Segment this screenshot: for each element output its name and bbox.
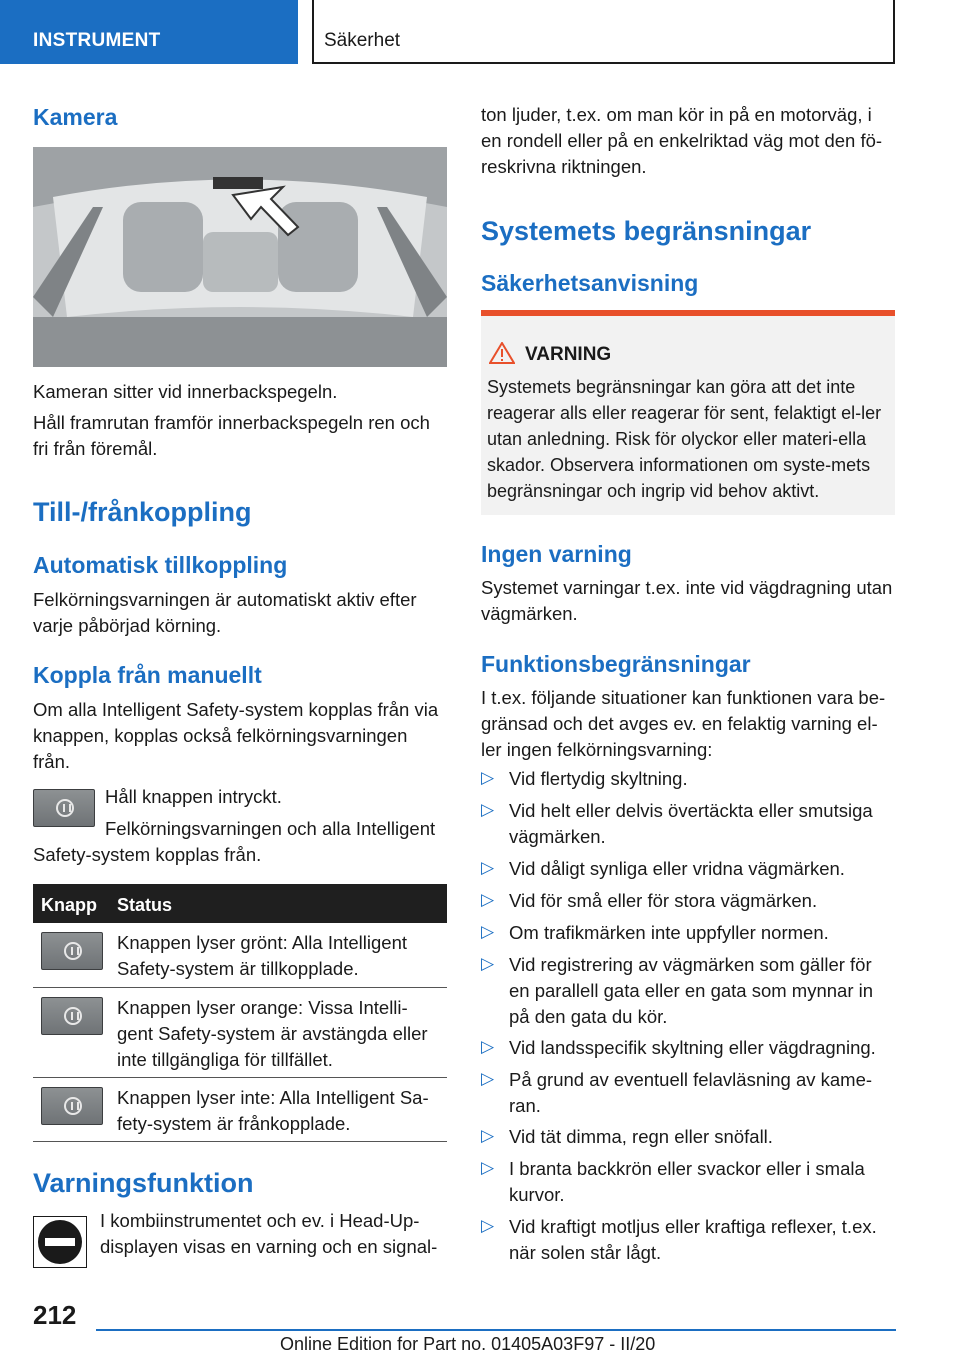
bullet-icon: ▷ — [481, 890, 495, 909]
page-title: Säkerhet — [324, 30, 401, 51]
table-row: Knappen lyser orange: Vissa Intelli-gent Safety-system är avstängda eller inte tillgängliga för tillfället. — [117, 997, 428, 1070]
list-item: Vid för små eller för stora vägmärken. — [509, 890, 818, 911]
no-entry-icon — [33, 1216, 87, 1268]
warning-box — [481, 310, 895, 515]
list-item: Vid dåligt synliga eller vridna vägmärken. — [509, 858, 845, 879]
col-knapp: Knapp — [41, 895, 97, 915]
list-item: Vid tät dimma, regn eller snöfall. — [509, 1126, 773, 1147]
bullet-icon: ▷ — [481, 1069, 495, 1088]
hold-text-1: Håll knappen intryckt. — [105, 786, 282, 807]
kamera-text-2: Håll framrutan framför innerbackspegeln ren och fri från föremål. — [33, 412, 430, 459]
hold-text-2b: Safety-system kopplas från. — [33, 844, 262, 865]
table-row: Knappen lyser grönt: Alla Intelligent Safety-system är tillkopplade. — [117, 932, 408, 979]
section-label: INSTRUMENT — [33, 30, 161, 51]
list-item: Vid kraftigt motljus eller kraftiga reflexer, t.ex. när solen står lågt. — [509, 1216, 877, 1263]
warning-label: VARNING — [525, 344, 612, 365]
bullet-icon: ▷ — [481, 1037, 495, 1056]
bullet-icon: ▷ — [481, 858, 495, 877]
funk-heading: Funktionsbegränsningar — [481, 651, 751, 677]
button-green-icon — [41, 932, 103, 970]
list-item: Vid flertydig skyltning. — [509, 768, 688, 789]
header-title-box — [312, 0, 895, 64]
list-item: Vid helt eller delvis övertäckta eller smutsiga vägmärken. — [509, 800, 873, 847]
hold-text-2a: Felkörningsvarningen och alla Intelligent — [105, 818, 436, 839]
table-divider — [33, 987, 447, 988]
table-row: Knappen lyser inte: Alla Intelligent Sa-fety-system är frånkopplade. — [117, 1087, 429, 1134]
table-divider — [33, 1141, 447, 1142]
sak-heading: Säkerhetsanvisning — [481, 270, 699, 296]
varning-text: I kombiinstrumentet och ev. i Head-Up-displayen visas en varning och en signal- — [100, 1210, 438, 1257]
continued-text: ton ljuder, t.ex. om man kör in på en motorväg, i en rondell eller på en enkelriktad väg mot den fö-reskrivna riktningen. — [481, 104, 883, 177]
auto-text: Felkörningsvarningen är automatiskt aktiv efter varje påbörjad körning. — [33, 589, 417, 636]
col-status: Status — [117, 895, 173, 915]
warning-triangle-icon — [489, 342, 515, 364]
ingen-heading: Ingen varning — [481, 541, 632, 567]
table-divider — [33, 1077, 447, 1078]
button-off-icon — [41, 1087, 103, 1125]
intelligent-safety-button-icon — [33, 789, 95, 827]
manual-heading: Koppla från manuellt — [33, 662, 262, 688]
sys-heading: Systemets begränsningar — [481, 216, 812, 246]
footer-edition: Online Edition for Part no. 01405A03F97 - II/20 — [280, 1334, 656, 1354]
manual-text: Om alla Intelligent Safety-system kopplas från via knappen, kopplas också felkörningsvarningen från. — [33, 699, 439, 772]
warning-text: Systemets begränsningar kan göra att det inte reagerar alls eller reagerar för sent, felaktigt el-ler utan anledning. Risk för olyckor eller materi-ella skador. Observera informationen om syste-mets begränsningar och ingrip vid behov aktivt. — [487, 377, 882, 501]
till-heading: Till-/frånkoppling — [33, 497, 252, 527]
list-item: Om trafikmärken inte uppfyller normen. — [509, 922, 829, 943]
funk-text: I t.ex. följande situationer kan funktionen vara be-gränsad och det avges ev. en felaktig varning el-ler ingen felkörningsvarning: — [481, 687, 886, 760]
list-item: På grund av eventuell felavläsning av kame-ran. — [509, 1069, 873, 1116]
footer-divider — [96, 1329, 896, 1331]
page-number: 212 — [33, 1300, 77, 1330]
section-tab — [0, 0, 298, 64]
kamera-heading: Kamera — [33, 104, 118, 130]
auto-heading: Automatisk tillkoppling — [33, 552, 288, 578]
camera-image — [33, 147, 447, 367]
button-orange-icon — [41, 997, 103, 1035]
bullet-icon: ▷ — [481, 768, 495, 787]
list-item: Vid registrering av vägmärken som gäller för en parallell gata eller en gata som mynnar in på den gata du kör. — [509, 954, 874, 1027]
bullet-icon: ▷ — [481, 800, 495, 819]
varning-heading: Varningsfunktion — [33, 1168, 254, 1198]
list-item: I branta backkrön eller svackor eller i smala kurvor. — [509, 1158, 865, 1205]
list-item: Vid landsspecifik skyltning eller vägdragning. — [509, 1037, 876, 1058]
ingen-text: Systemet varningar t.ex. inte vid vägdragning utan vägmärken. — [481, 577, 893, 624]
table-header — [33, 884, 447, 923]
bullet-icon: ▷ — [481, 1158, 495, 1177]
bullet-icon: ▷ — [481, 1216, 495, 1235]
kamera-text-1: Kameran sitter vid innerbackspegeln. — [33, 381, 338, 402]
bullet-icon: ▷ — [481, 1126, 495, 1145]
bullet-icon: ▷ — [481, 954, 495, 973]
bullet-icon: ▷ — [481, 922, 495, 941]
